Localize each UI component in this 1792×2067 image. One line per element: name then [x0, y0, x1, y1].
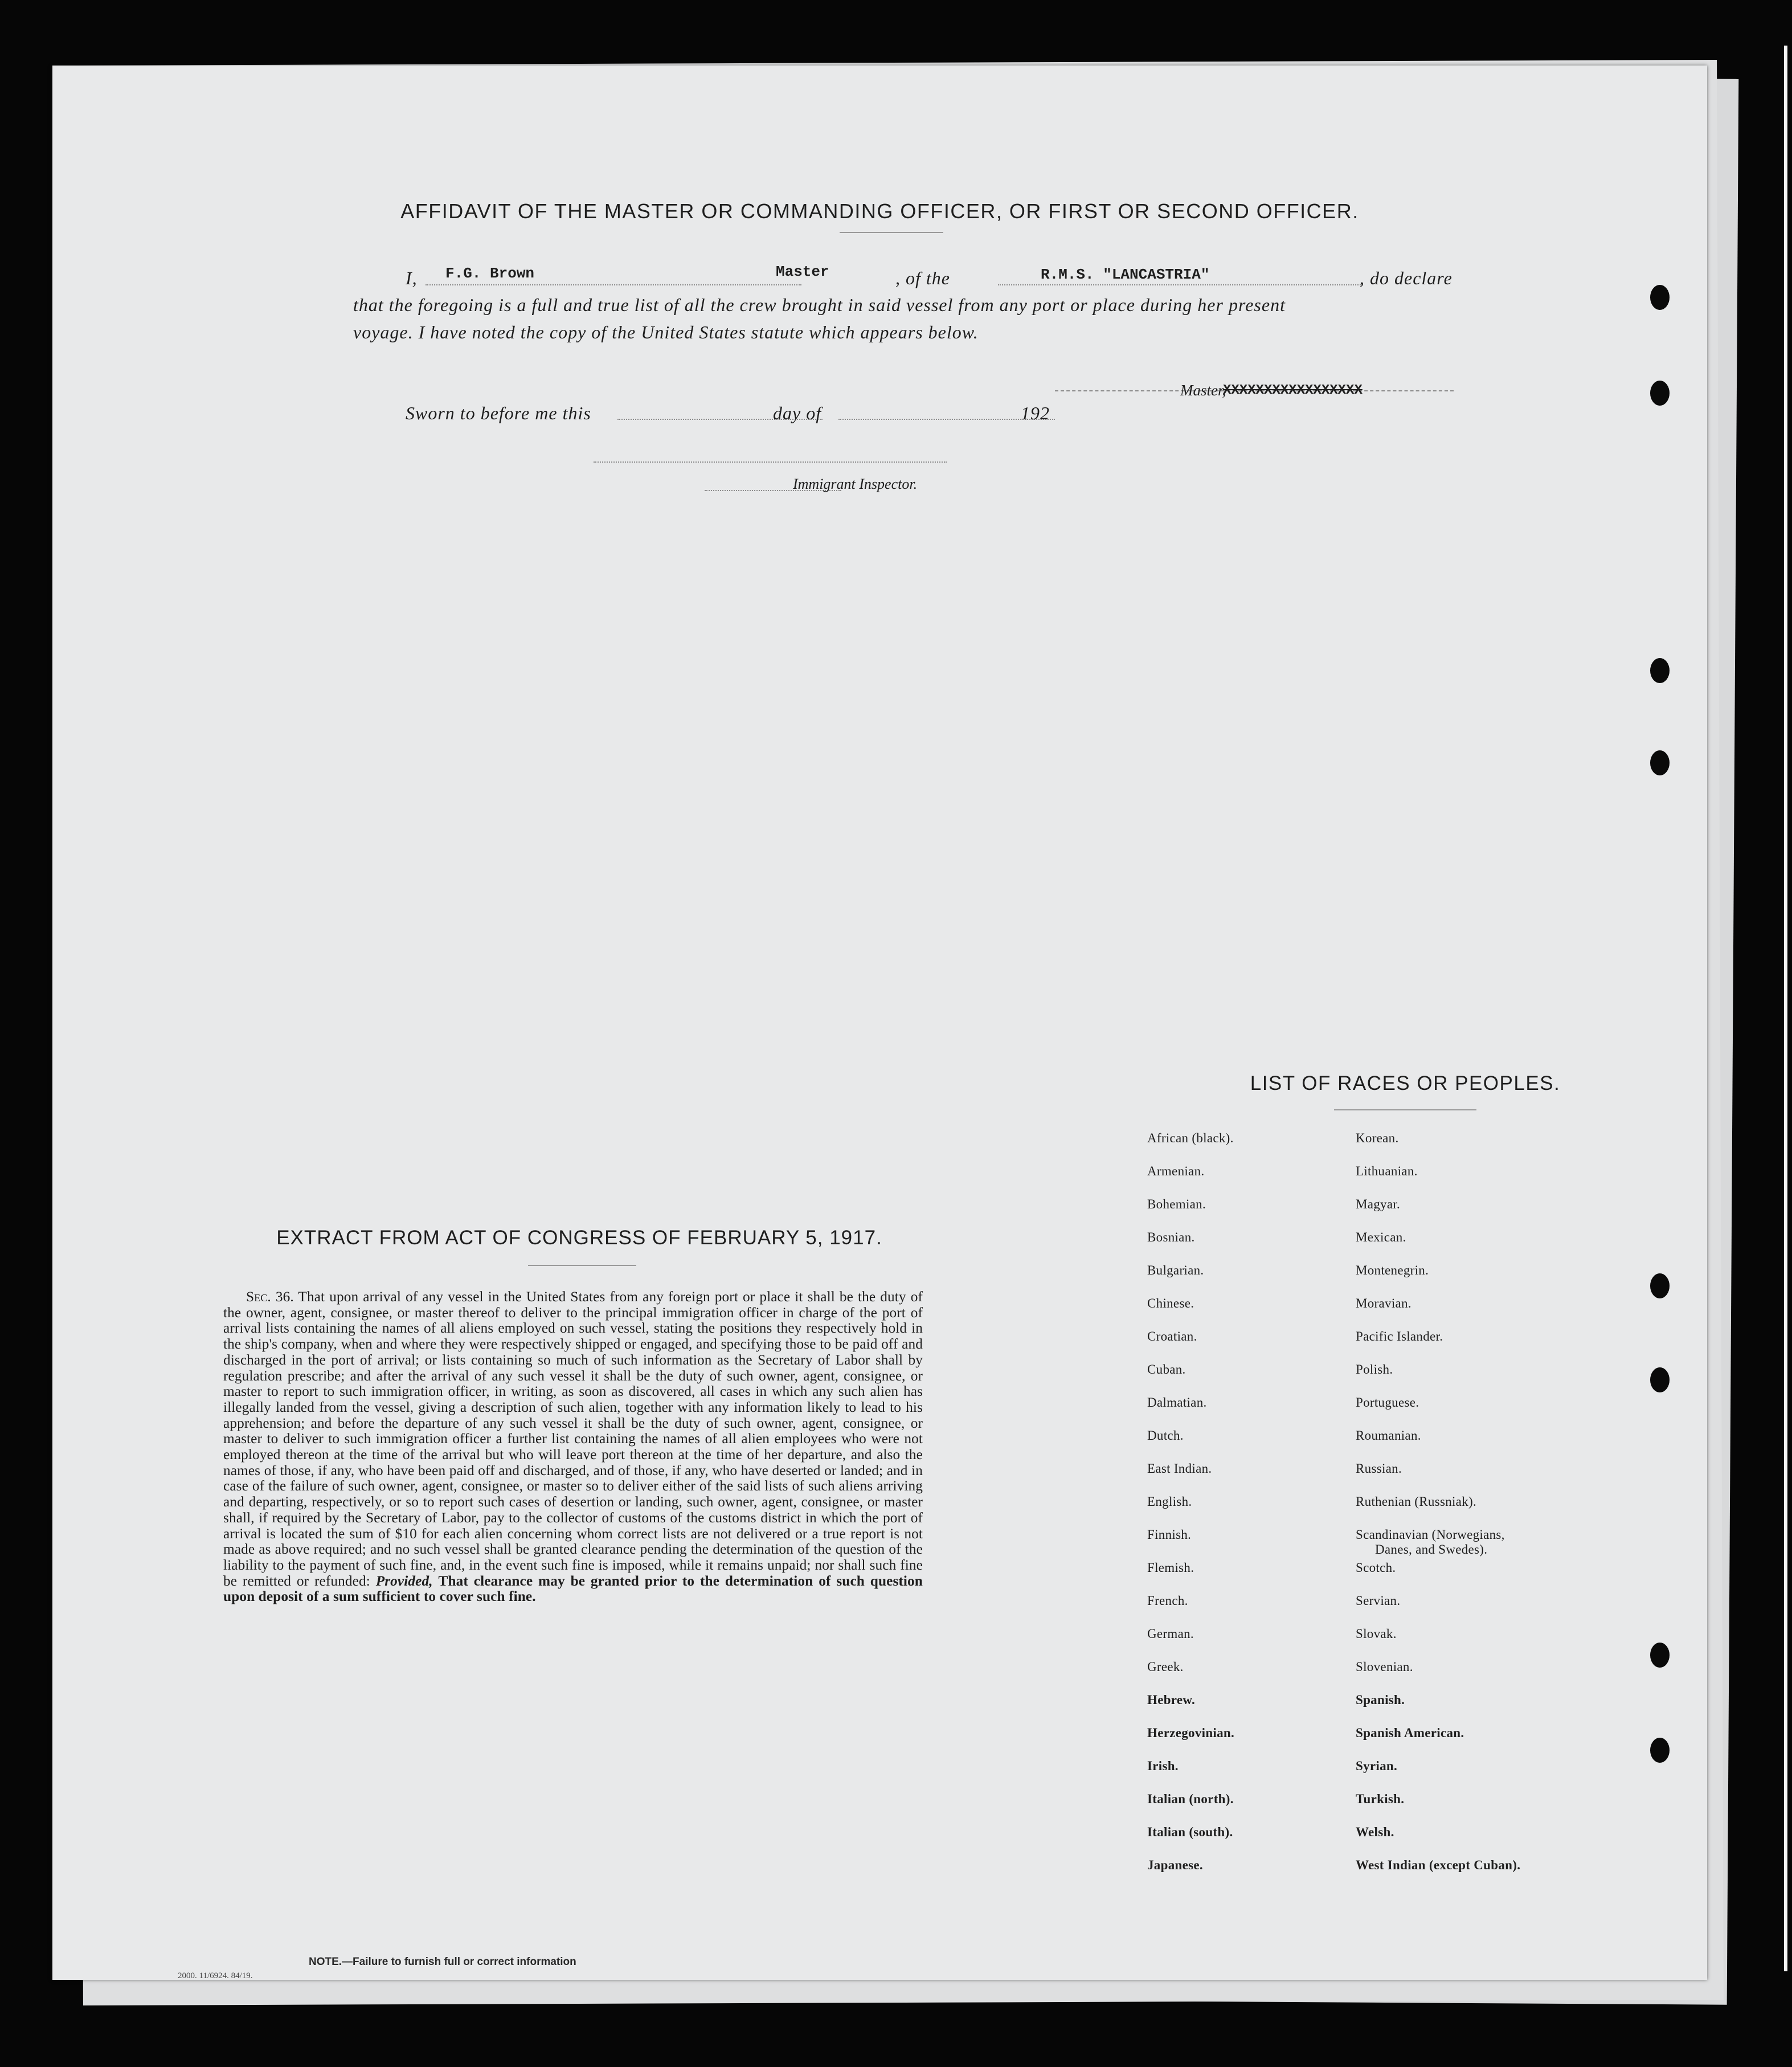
- race-item: Cuban.: [1147, 1362, 1186, 1376]
- race-item: Mexican.: [1356, 1230, 1406, 1244]
- race-item: Lithuanian.: [1356, 1164, 1418, 1178]
- affidavit-line-3: voyage. I have noted the copy of the United States statute which appears below.: [353, 322, 979, 342]
- race-item: Portuguese.: [1356, 1395, 1419, 1410]
- print-code: 2000. 11/6924. 84/19.: [178, 1971, 253, 1980]
- master-name: F.G. Brown: [445, 265, 535, 282]
- race-item: Moravian.: [1356, 1296, 1411, 1310]
- race-item: Herzegovinian.: [1147, 1726, 1235, 1740]
- extract-text-b: That clearance may be granted prior to the determination of such question upon deposit of a sum sufficient to cover such fine.: [223, 1572, 923, 1605]
- title-rule: [840, 232, 943, 233]
- punch-hole: [1650, 750, 1670, 775]
- year-label: 192: [1021, 403, 1050, 423]
- race-item: Korean.: [1356, 1131, 1399, 1145]
- extract-rule: [528, 1265, 636, 1266]
- race-item: Pacific Islander.: [1356, 1329, 1443, 1343]
- race-item: Bosnian.: [1147, 1230, 1195, 1244]
- race-item: Spanish.: [1356, 1693, 1405, 1707]
- signature-label: Master,: [1180, 382, 1226, 399]
- race-item: French.: [1147, 1594, 1188, 1608]
- of-the-label: , of the: [895, 268, 950, 288]
- vessel-name: R.M.S. "LANCASTRIA": [1041, 266, 1210, 283]
- document-page: [52, 66, 1707, 1980]
- extract-title: EXTRACT FROM ACT OF CONGRESS OF FEBRUARY 5, 1917.: [276, 1227, 882, 1249]
- race-item: Turkish.: [1356, 1792, 1405, 1806]
- race-item: Montenegrin.: [1356, 1263, 1429, 1277]
- race-item: Slovak.: [1356, 1627, 1397, 1641]
- section-label: Sec. 36.: [246, 1289, 294, 1305]
- punch-hole: [1650, 1367, 1670, 1392]
- race-item: Finnish.: [1147, 1527, 1192, 1542]
- punch-hole: [1650, 658, 1670, 683]
- extract-text-a: That upon arrival of any vessel in the United States from any foreign port or place it shall be the duty of the owner, agent, consignee, or master thereof to deliver to the principal immigration officer in charge of the port of arrival lists containing the names of all aliens employed on such vessel, stating the positions they respectively hold in the ship's company, when and where they were respectively shipped or engaged, and specifying those to be paid off and discharged in the port of arrival; or lists containing so much of such information as the Secretary of Labor shall by regulation prescribe; and after the arrival of any such vessel it shall be the duty of such owner, agent, consignee, or master to report to such immigration officer, in writing, as soon as discovered, all cases in which any such alien has illegally landed from the vessel, giving a description of such alien, together with any information likely to lead to his apprehension; and before the departure of any such vessel it shall be the duty of such owner, agent, consignee, or master to deliver to such immigration officer a further list containing the names of all alien employees who were not employed thereon at the time of the arrival but who will leave port thereon at the time of her departure, and also the names of those, if any, who have been paid off and discharged, and of those, if any, who have deserted or landed; and in case of the failure of such owner, agent, consignee, or master so to deliver either of the said lists of such aliens arriving and departing, respectively, or so to report such cases of desertion or landing, such owner, agent, consignee, or master shall, if required by the Secretary of Labor, pay to the collector of customs of the customs district in which the port of arrival is located the sum of $10 for each alien concerning whom correct lists are not delivered or a true report is not made as above required; and no such vessel shall be granted clearance pending the determination of the question of the liability to the payment of such fine, and, in the event such fine is imposed, while it remains unpaid; nor shall such fine be remitted or refunded:: [223, 1289, 923, 1589]
- name-underline: [426, 284, 801, 285]
- race-item: Spanish American.: [1356, 1726, 1464, 1740]
- race-item: Slovenian.: [1356, 1660, 1413, 1674]
- affidavit-i-label: I,: [406, 268, 418, 288]
- sworn-label: Sworn to before me this: [406, 403, 591, 423]
- do-declare-label: , do declare: [1360, 268, 1453, 288]
- races-rule: [1334, 1109, 1476, 1110]
- race-item: Syrian.: [1356, 1759, 1398, 1773]
- race-item: African (black).: [1147, 1131, 1234, 1145]
- punch-hole: [1650, 285, 1670, 310]
- page-edge: [1784, 46, 1787, 1971]
- day-of-label: day of: [773, 403, 822, 423]
- race-item: East Indian.: [1147, 1461, 1212, 1476]
- race-item: Russian.: [1356, 1461, 1402, 1476]
- race-item: Dalmatian.: [1147, 1395, 1207, 1410]
- race-item: Servian.: [1356, 1594, 1401, 1608]
- race-item: Scotch.: [1356, 1561, 1396, 1575]
- inspector-underline: [594, 461, 947, 463]
- master-rank: Master: [776, 263, 829, 280]
- race-item: Bohemian.: [1147, 1197, 1206, 1211]
- race-item: Chinese.: [1147, 1296, 1194, 1310]
- race-item: Bulgarian.: [1147, 1263, 1204, 1277]
- race-item: English.: [1147, 1494, 1192, 1509]
- race-item: Irish.: [1147, 1759, 1179, 1773]
- vessel-underline: [998, 284, 1363, 285]
- race-item: West Indian (except Cuban).: [1356, 1858, 1521, 1872]
- race-item: Dutch.: [1147, 1428, 1184, 1443]
- race-item: Magyar.: [1356, 1197, 1401, 1211]
- footer-note: NOTE.—Failure to furnish full or correct information: [309, 1956, 576, 1968]
- affidavit-line-2: that the foregoing is a full and true list of all the crew brought in said vessel from any port or place during her present: [353, 295, 1286, 315]
- race-item: Greek.: [1147, 1660, 1184, 1674]
- race-item: Italian (south).: [1147, 1825, 1233, 1839]
- provided-label: Provided,: [375, 1572, 433, 1589]
- race-item: Armenian.: [1147, 1164, 1205, 1178]
- extract-body: [223, 1289, 923, 1605]
- affidavit-title: AFFIDAVIT OF THE MASTER OR COMMANDING OFFICER, OR FIRST OR SECOND OFFICER.: [400, 199, 1359, 223]
- punch-hole: [1650, 1273, 1670, 1298]
- race-item: Scandinavian (Norwegians,: [1356, 1527, 1505, 1542]
- punch-hole: [1650, 1643, 1670, 1668]
- race-item: German.: [1147, 1627, 1194, 1641]
- race-item: Ruthenian (Russniak).: [1356, 1494, 1476, 1509]
- punch-hole: [1650, 381, 1670, 406]
- race-item: Hebrew.: [1147, 1693, 1196, 1707]
- race-item: Italian (north).: [1147, 1792, 1234, 1806]
- punch-hole: [1650, 1738, 1670, 1763]
- races-title: LIST OF RACES OR PEOPLES.: [1250, 1072, 1561, 1094]
- race-item: Welsh.: [1356, 1825, 1394, 1839]
- race-item: Croatian.: [1147, 1329, 1197, 1343]
- race-item: Flemish.: [1147, 1561, 1194, 1575]
- race-item: Japanese.: [1147, 1858, 1203, 1872]
- struck-out-title: XXXXXXXXXXXXXXXXX: [1223, 383, 1363, 398]
- inspector-label: Immigrant Inspector.: [793, 476, 918, 492]
- race-item: Polish.: [1356, 1362, 1393, 1376]
- race-item: Danes, and Swedes).: [1375, 1542, 1488, 1557]
- race-item: Roumanian.: [1356, 1428, 1421, 1443]
